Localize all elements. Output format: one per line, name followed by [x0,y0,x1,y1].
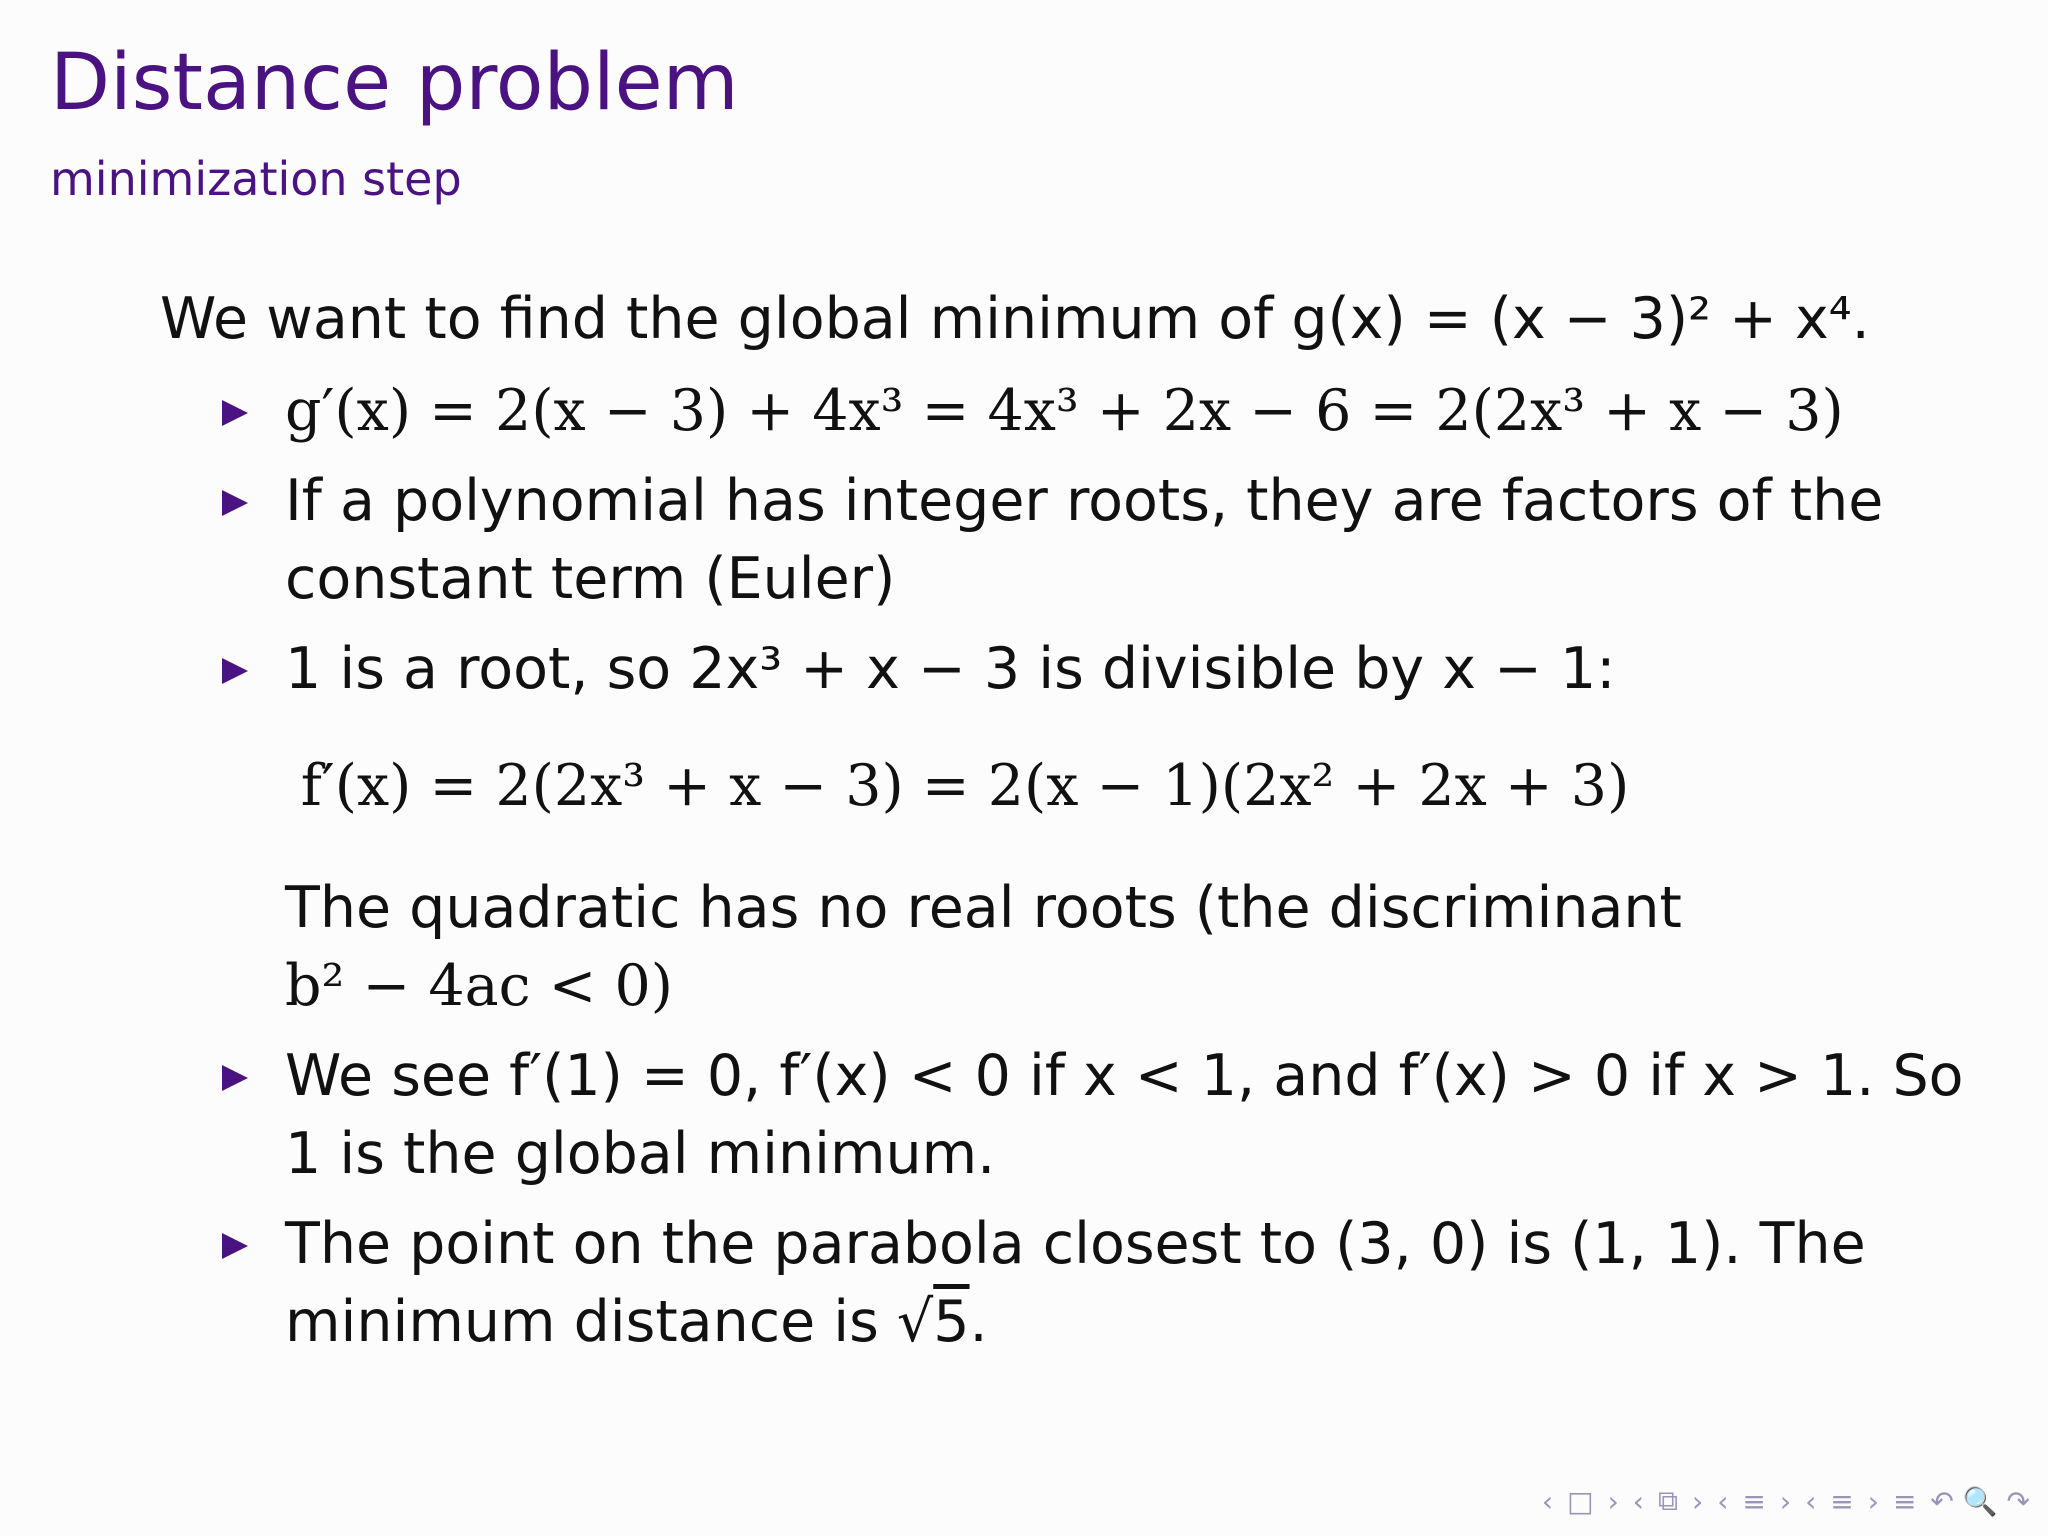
bullet-item-2 [160,462,1920,618]
frame-icon[interactable]: □ [1567,1484,1594,1518]
bullet-5-line-2-suffix: . [969,1289,988,1355]
frame-next-icon[interactable]: › [1607,1484,1619,1518]
bullet-item-1 [160,372,1920,450]
bullet-4-line-2: 1 is the global minimum. [285,1121,996,1187]
section-icon[interactable]: ≡ [1742,1484,1766,1518]
display-equation: f′(x) = 2(2x³ + x − 3) = 2(x − 1)(2x² + 2x + 3) [300,753,1630,819]
bullet-item-3 [160,630,1920,708]
search-undo-redo-icons[interactable]: ↶ 🔍 ↷ [1930,1484,2030,1518]
slide-body [160,280,1964,1361]
quadratic-line-1: The quadratic has no real roots (the discriminant [285,875,1682,941]
section-prev-icon[interactable]: ‹ [1717,1484,1729,1518]
subsection-prev-icon[interactable]: ‹ [1632,1484,1644,1518]
bullet-3-text: 1 is a root, so 2x³ + x − 3 is divisible by x − 1: [285,636,1616,702]
bullet-item-5 [160,1205,1920,1361]
bullet-5-line-2 [285,1283,1920,1361]
subsection-icon[interactable]: ⧉ [1657,1484,1678,1517]
document-next-icon[interactable]: › [1867,1484,1879,1518]
triangle-bullet-icon [222,490,248,516]
triangle-bullet-icon [222,1233,248,1259]
section-next-icon[interactable]: › [1779,1484,1792,1518]
triangle-bullet-icon [222,400,248,426]
quadratic-paragraph [160,869,1920,1025]
appendix-icon[interactable]: ≡ [1892,1484,1917,1518]
document-prev-icon[interactable]: ‹ [1805,1484,1817,1518]
sqrt-radicand: 5 [933,1289,970,1355]
bullet-2-line-2: constant term (Euler) [285,546,896,612]
subsection-next-icon[interactable]: › [1691,1484,1704,1518]
beamer-navigation-bar [1542,1484,2030,1518]
document-icon[interactable]: ≡ [1830,1484,1854,1518]
triangle-bullet-icon [222,1065,248,1091]
bullet-5-line-1: The point on the parabola closest to (3, 0) is (1, 1). The [285,1211,1866,1277]
slide-subtitle: minimization step [50,152,462,206]
slide-title: Distance problem [50,38,739,128]
bullet-4-line-1: We see f′(1) = 0, f′(x) < 0 if x < 1, and f′(x) > 0 if x > 1. So [285,1043,1964,1109]
triangle-bullet-icon [222,658,248,684]
frame-prev-icon[interactable]: ‹ [1541,1484,1554,1518]
bullet-5-line-2-prefix: minimum distance is √ [285,1289,934,1355]
bullet-item-4 [160,1037,1964,1193]
bullet-2-line-1: If a polynomial has integer roots, they are factors of the [285,468,1884,534]
intro-text: We want to find the global minimum of g(x) = (x − 3)² + x⁴. [160,286,1870,352]
bullet-1-text: g′(x) = 2(x − 3) + 4x³ = 4x³ + 2x − 6 = 2(2x³ + x − 3) [285,378,1844,444]
quadratic-line-2: b² − 4ac < 0) [285,953,674,1019]
